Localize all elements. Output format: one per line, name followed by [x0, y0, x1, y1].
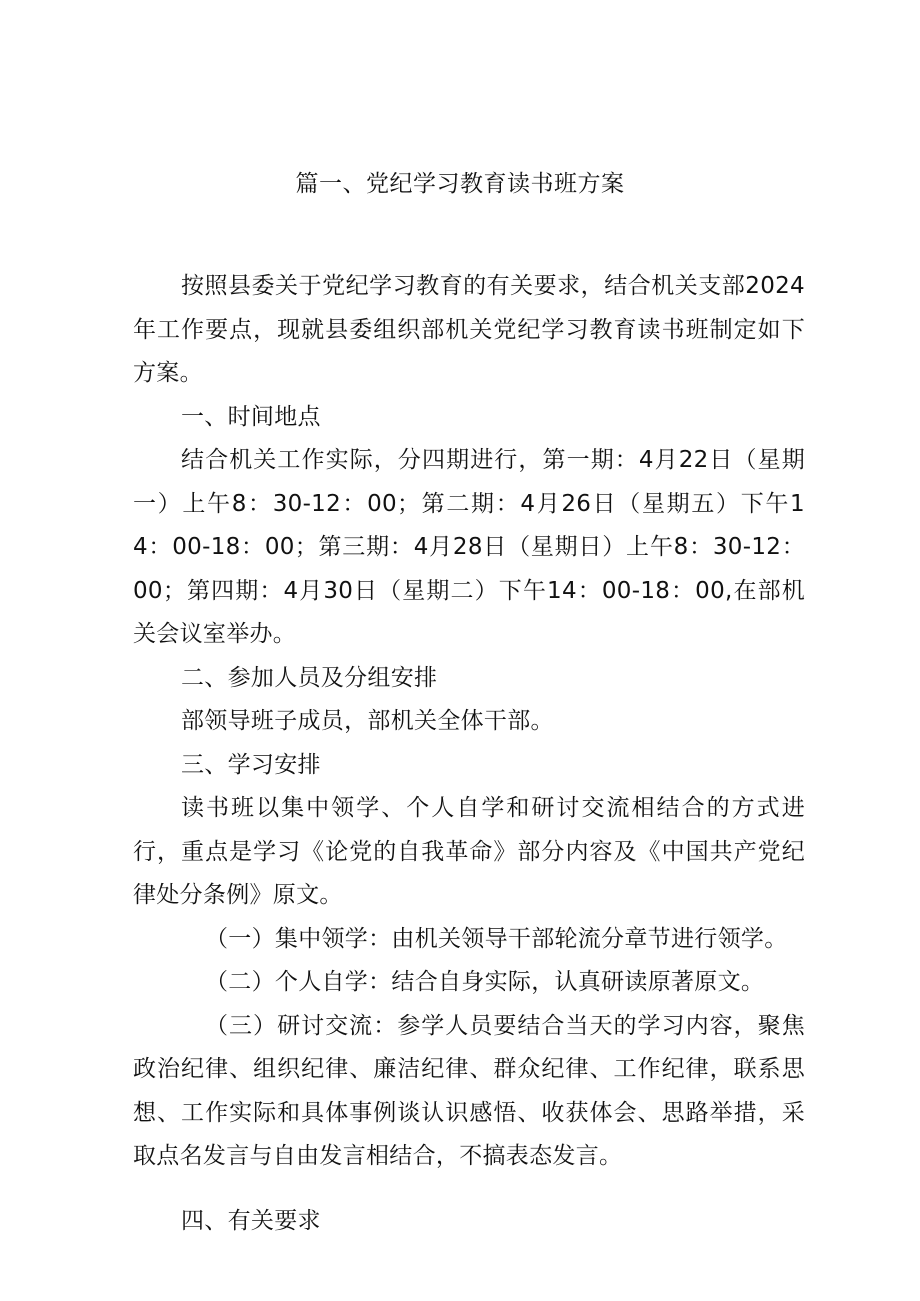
participants-paragraph: 部领导班子成员，部机关全体干部。 — [181, 708, 554, 734]
section-heading-study-arrangement: 三、学习安排 — [181, 751, 321, 778]
time-place-paragraph: 结合机关工作实际，分四期进行，第一期：4月22日（星期一）上午8：30-12：00；第二期：4月26日（星期五）下午14：00-18：00；第三期：4月28日（星期日）上午8：30-12：00；第四期：4月30日（星期二）下午14：00-18：00,在部机关会议室举办。 — [133, 447, 805, 647]
document-title: 篇一、党纪学习教育读书班方案 — [295, 171, 625, 197]
study-arrangement-paragraph: 读书班以集中领学、个人自学和研讨交流相结合的方式进行，重点是学习《论党的自我革命》部分内容及《中国共产党纪律处分条例》原文。 — [133, 795, 805, 908]
subitem-self-study: （二）个人自学：结合自身实际，认真研读原著原文。 — [205, 969, 765, 995]
subitem-discussion: （三）研讨交流：参学人员要结合当天的学习内容，聚焦政治纪律、组织纪律、廉洁纪律、群众纪律、工作纪律，联系思想、工作实际和具体事例谈认识感悟、收获体会、思路举措，采取点名发言与自由发言相结合，不搞表态发言。 — [133, 1012, 805, 1169]
section-heading-requirements: 四、有关要求 — [181, 1207, 321, 1234]
subitem-collective-study: （一）集中领学：由机关领导干部轮流分章节进行领学。 — [205, 925, 788, 952]
document-body — [133, 265, 805, 1243]
paragraph-gap — [133, 1179, 805, 1200]
section-heading-time-place: 一、时间地点 — [181, 403, 321, 430]
section-heading-participants: 二、参加人员及分组安排 — [181, 664, 438, 691]
intro-paragraph: 按照县委关于党纪学习教育的有关要求，结合机关支部2024年工作要点，现就县委组织部机关党纪学习教育读书班制定如下方案。 — [133, 273, 805, 386]
